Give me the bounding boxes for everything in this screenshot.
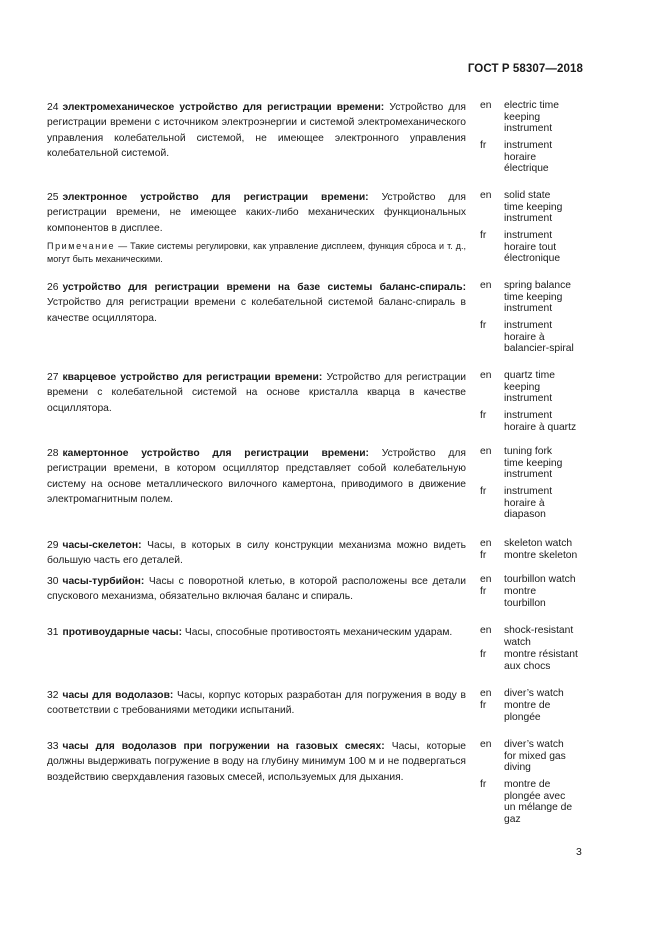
term-text: Устройство для регистрации времени, не имеющее каких-либо механических функциональных компонентов в дисплее. bbox=[47, 192, 466, 234]
equivalent-term-line: instrument bbox=[504, 213, 553, 224]
lang-terms-fr bbox=[504, 550, 594, 562]
equivalent-term-line: aux chocs bbox=[504, 660, 551, 672]
lang-code-en: en bbox=[480, 625, 492, 636]
equivalent-term-line: horaire tout bbox=[504, 241, 557, 253]
lang-terms-fr bbox=[504, 140, 594, 175]
term-text: Устройство для регистрации времени, в котором осциллятор представляет собой колебательную систему на основе металлического вилочного камертона, приводимого в движение электромагнитным полем. bbox=[47, 448, 466, 506]
lang-code-en: en bbox=[480, 574, 492, 585]
lang-code-fr: fr bbox=[480, 586, 487, 597]
term-title: часы-скелетон: bbox=[62, 540, 142, 551]
equivalent-term-line: keeping bbox=[504, 111, 541, 123]
term-title: камертонное устройство для регистрации времени: bbox=[62, 448, 369, 459]
equivalent-term-line: solid state bbox=[504, 190, 551, 201]
equivalent-term-line: instrument bbox=[504, 486, 553, 497]
lang-code-fr: fr bbox=[480, 320, 487, 331]
term-number: 33 bbox=[47, 741, 59, 752]
term-number: 28 bbox=[47, 448, 59, 459]
lang-terms-fr bbox=[504, 586, 594, 609]
lang-terms-fr bbox=[504, 779, 594, 825]
equivalent-term-line: instrument bbox=[504, 303, 553, 314]
lang-terms-fr bbox=[504, 320, 594, 355]
equivalent-term-line: diapason bbox=[504, 509, 546, 520]
equivalent-term-line: instrument bbox=[504, 320, 553, 331]
equivalent-term-line: watch bbox=[504, 636, 531, 648]
equivalent-term-line: electric time bbox=[504, 100, 559, 111]
equivalent-term-line: horaire à bbox=[504, 331, 545, 343]
lang-terms-en bbox=[504, 538, 594, 550]
lang-terms-en bbox=[504, 190, 594, 225]
term-text: Устройство для регистрации времени с колебательной системой баланс-спираль в качестве осциллятора. bbox=[47, 297, 466, 324]
equivalent-term-line: montre de bbox=[504, 779, 551, 790]
equivalent-term-line: électrique bbox=[504, 163, 549, 174]
lang-code-en: en bbox=[480, 739, 492, 750]
lang-code-en: en bbox=[480, 190, 492, 201]
lang-code-en: en bbox=[480, 446, 492, 457]
equivalent-term-line: électronique bbox=[504, 253, 561, 264]
equivalent-term-line: un mélange de bbox=[504, 802, 573, 813]
term-note bbox=[47, 240, 466, 266]
equivalent-term-line: skeleton watch bbox=[504, 538, 573, 549]
lang-code-en: en bbox=[480, 538, 492, 549]
term-definition bbox=[47, 538, 466, 569]
equivalent-term-line: keeping bbox=[504, 381, 541, 393]
note-text: — Такие системы регулировки, как управление дисплеем, функция сброса и т. д., могут быть механическими. bbox=[47, 241, 466, 265]
page-header: ГОСТ Р 58307—2018 bbox=[467, 63, 583, 75]
equivalent-term-line: instrument bbox=[504, 230, 553, 241]
term-text: Часы, способные противостоять механическим ударам. bbox=[184, 627, 453, 638]
lang-terms-en bbox=[504, 574, 594, 586]
term-title: устройство для регистрации времени на базе системы баланс-спираль: bbox=[62, 282, 466, 293]
equivalent-term-line: tourbillon watch bbox=[504, 574, 576, 585]
lang-code-fr: fr bbox=[480, 140, 487, 151]
term-text: Устройство для регистрации времени с колебательной системой на основе кристалла кварца в качестве осциллятора. bbox=[47, 372, 466, 414]
equivalent-term-line: balancier-spiral bbox=[504, 343, 574, 354]
term-title: часы для водолазов при погружении на газовых смесях: bbox=[62, 741, 385, 752]
lang-code-fr: fr bbox=[480, 230, 487, 241]
term-title: кварцевое устройство для регистрации времени: bbox=[62, 372, 323, 383]
lang-terms-en bbox=[504, 625, 594, 648]
equivalent-term-line: horaire à bbox=[504, 497, 545, 509]
lang-code-en: en bbox=[480, 100, 492, 111]
equivalent-term-line: montre de bbox=[504, 700, 551, 711]
equivalent-term-line: quartz time bbox=[504, 370, 555, 381]
term-text: Часы с поворотной клетью, в которой расположены все детали спускового механизма, обязательно включая баланс и спираль. bbox=[47, 576, 466, 603]
equivalent-term-line: tuning fork bbox=[504, 446, 553, 457]
lang-code-en: en bbox=[480, 280, 492, 291]
page-number: 3 bbox=[576, 846, 582, 858]
lang-code-en: en bbox=[480, 688, 492, 699]
equivalent-term-line: instrument bbox=[504, 393, 553, 404]
term-title: противоударные часы: bbox=[62, 627, 183, 638]
term-text: Устройство для регистрации времени с источником электроэнергии и системой электромеханического управления колебательной системой, не имеющее электронного управления колебательной системой. bbox=[47, 102, 466, 160]
term-number: 27 bbox=[47, 372, 59, 383]
equivalent-term-line: time keeping bbox=[504, 291, 563, 303]
equivalent-term-line: diving bbox=[504, 762, 531, 773]
equivalent-term-line: plongée avec bbox=[504, 790, 566, 802]
term-text: Часы, корпус которых разработан для погружения в воду в соответствии с требованиями методики испытаний. bbox=[47, 690, 466, 717]
term-number: 32 bbox=[47, 690, 59, 701]
term-title: электронное устройство для регистрации времени: bbox=[62, 192, 369, 203]
term-title: часы-турбийон: bbox=[62, 576, 145, 587]
term-definition bbox=[47, 739, 466, 785]
term-definition bbox=[47, 100, 466, 162]
lang-code-fr: fr bbox=[480, 700, 487, 711]
term-text: Часы, которые должны выдерживать погружение в воду на глубину минимум 100 м и не подвергаться воздействию сверхдавления газовых смесей, используемых для дыхания. bbox=[47, 741, 466, 783]
lang-terms-fr bbox=[504, 230, 594, 265]
lang-code-fr: fr bbox=[480, 486, 487, 497]
term-definition bbox=[47, 280, 466, 326]
term-number: 24 bbox=[47, 102, 59, 113]
equivalent-term-line: instrument bbox=[504, 410, 553, 421]
lang-terms-en bbox=[504, 688, 594, 700]
lang-code-en: en bbox=[480, 370, 492, 381]
lang-terms-en bbox=[504, 739, 594, 774]
term-number: 26 bbox=[47, 282, 59, 293]
equivalent-term-line: gaz bbox=[504, 813, 521, 825]
lang-terms-fr bbox=[504, 700, 594, 723]
term-title: часы для водолазов: bbox=[62, 690, 174, 701]
equivalent-term-line: plongée bbox=[504, 711, 541, 723]
term-number: 25 bbox=[47, 192, 59, 203]
equivalent-term-line: spring balance bbox=[504, 280, 571, 291]
term-definition bbox=[47, 370, 466, 416]
term-definition bbox=[47, 574, 466, 605]
term-text: Часы, в которых в силу конструкции механизма можно видеть большую часть его деталей. bbox=[47, 540, 466, 567]
lang-terms-fr bbox=[504, 410, 594, 433]
lang-terms-fr bbox=[504, 486, 594, 521]
term-number: 31 bbox=[47, 627, 59, 638]
lang-terms-en bbox=[504, 370, 594, 405]
equivalent-term-line: diver’s watch bbox=[504, 688, 564, 699]
lang-code-fr: fr bbox=[480, 410, 487, 421]
lang-code-fr: fr bbox=[480, 779, 487, 790]
equivalent-term-line: instrument bbox=[504, 140, 553, 151]
note-label: Примечание bbox=[47, 241, 116, 252]
equivalent-term-line: montre bbox=[504, 586, 537, 597]
lang-code-fr: fr bbox=[480, 649, 487, 660]
lang-terms-en bbox=[504, 100, 594, 135]
term-title: электромеханическое устройство для регистрации времени: bbox=[62, 102, 385, 113]
equivalent-term-line: shock-resistant bbox=[504, 625, 574, 636]
equivalent-term-line: horaire bbox=[504, 151, 537, 163]
term-number: 30 bbox=[47, 576, 59, 587]
lang-terms-en bbox=[504, 280, 594, 315]
equivalent-term-line: instrument bbox=[504, 123, 553, 134]
equivalent-term-line: for mixed gas bbox=[504, 750, 566, 762]
term-definition bbox=[47, 190, 466, 266]
term-definition bbox=[47, 688, 466, 719]
term-definition bbox=[47, 446, 466, 508]
lang-code-fr: fr bbox=[480, 550, 487, 561]
equivalent-term-line: tourbillon bbox=[504, 597, 546, 609]
term-number: 29 bbox=[47, 540, 59, 551]
equivalent-term-line: instrument bbox=[504, 469, 553, 480]
equivalent-term-line: montre résistant bbox=[504, 649, 578, 660]
equivalent-term-line: horaire à quartz bbox=[504, 421, 577, 433]
lang-terms-fr bbox=[504, 649, 594, 672]
term-definition bbox=[47, 625, 466, 640]
equivalent-term-line: time keeping bbox=[504, 201, 563, 213]
equivalent-term-line: time keeping bbox=[504, 457, 563, 469]
lang-terms-en bbox=[504, 446, 594, 481]
equivalent-term-line: montre skeleton bbox=[504, 550, 578, 561]
equivalent-term-line: diver’s watch bbox=[504, 739, 564, 750]
